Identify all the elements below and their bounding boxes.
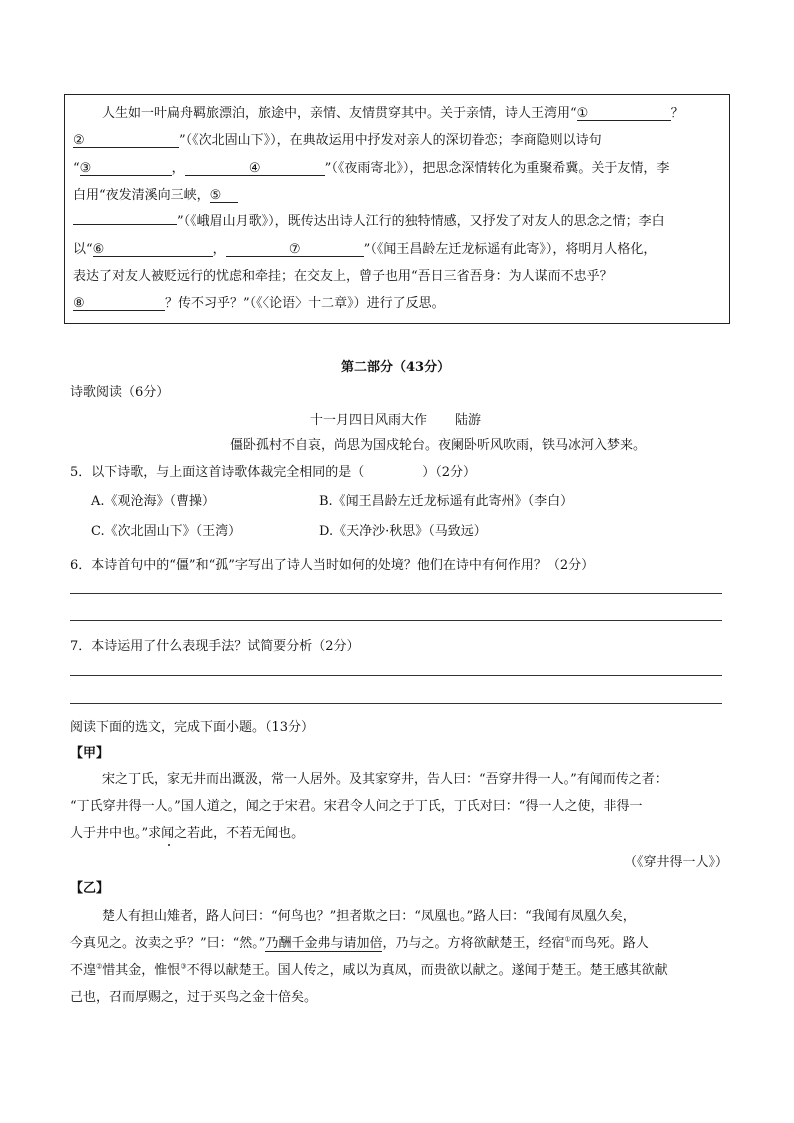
box-line-6: 以“⑥ ， ⑦ ”（《闻王昌龄左迁龙标遥有此寄》），将明月人格化， bbox=[73, 242, 657, 257]
blank-4[interactable]: ④ bbox=[185, 161, 325, 176]
emphasis-char: 闻 bbox=[161, 822, 174, 841]
answer-line-q6-1[interactable] bbox=[70, 593, 722, 594]
q5-option-b[interactable]: B.《闻王昌龄左迁龙标遥有此寄州》（李白） bbox=[319, 494, 574, 509]
yi-line-1: 楚人有担山雉者，路人问曰：“何鸟也？”担者欺之曰：“凤凰也。”路人曰：“我闻有凤凰久矣， bbox=[102, 909, 636, 924]
question-5: 5．以下诗歌，与上面这首诗歌体裁完全相同的是（ ）（2分） bbox=[70, 465, 477, 480]
classical-intro: 阅读下面的选文，完成下面小题。（13分） bbox=[70, 720, 315, 735]
blank-1[interactable]: ① bbox=[577, 106, 671, 121]
poetry-label: 诗歌阅读（6分） bbox=[70, 385, 170, 400]
q5-option-c[interactable]: C.《次北固山下》（王湾） bbox=[91, 524, 242, 539]
blank-8[interactable]: ⑧ bbox=[73, 296, 165, 311]
box-line-1: 人生如一叶扁舟羁旅漂泊，旅途中，亲情、友情贯穿其中。关于亲情，诗人王湾用“① ？ bbox=[102, 106, 684, 121]
poem-title-line bbox=[310, 409, 481, 428]
footnote-2: ② bbox=[96, 962, 103, 971]
blank-5[interactable]: ⑤ bbox=[210, 188, 238, 203]
jia-line-2: “丁氏穿井得一人。”国人道之，闻之于宋君。宋君令人问之于丁氏，丁氏对曰：“得一人之使，非得一 bbox=[70, 799, 643, 814]
poem-author: 陆游 bbox=[455, 413, 482, 428]
box-line-4: 白用“夜发清溪向三峡，⑤ bbox=[73, 184, 238, 203]
question-7: 7．本诗运用了什么表现手法？试简要分析（2分） bbox=[70, 639, 360, 654]
blank-2[interactable]: ② bbox=[73, 133, 179, 148]
jia-line-3: 人于井中也。”求闻之若此，不若无闻也。 bbox=[70, 822, 304, 841]
blank-3[interactable]: ③ bbox=[80, 161, 172, 176]
answer-line-q6-2[interactable] bbox=[70, 620, 722, 621]
box-line-2: ② ”（《次北固山下》），在典故运用中抒发对亲人的深切眷恋；李商隐则以诗句 bbox=[73, 133, 602, 148]
footnote-1: ① bbox=[564, 935, 571, 944]
blank-6[interactable]: ⑥ bbox=[93, 242, 213, 257]
part2-heading: 第二部分（43分） bbox=[341, 360, 451, 375]
question-6: 6．本诗首句中的“僵”和“孤”字写出了诗人当时如何的处境？他们在诗中有何作用？（2分） bbox=[70, 558, 595, 573]
yi-line-3: 不遑②惜其金，惟恨③不得以献楚王。国人传之，咸以为真凤，而贵欲以献之。遂闻于楚王。楚王感其欲献 bbox=[70, 962, 668, 978]
box-line-8: ⑧ ？传不习乎？”（《〈论语〉十二章》）进行了反思。 bbox=[73, 296, 445, 311]
footnote-3: ③ bbox=[180, 962, 187, 971]
poem-text: 僵卧孤村不自哀，尚思为国戍轮台。夜阑卧听风吹雨，铁马冰河入梦来。 bbox=[230, 438, 647, 453]
box-line-5: ”（《峨眉山月歌》），既传达出诗人江行的独特情感，又抒发了对友人的思念之情；李白 bbox=[73, 210, 665, 229]
passage-yi-label: 【乙】 bbox=[70, 881, 110, 896]
q5-option-d[interactable]: D.《天净沙·秋思》（马致远） bbox=[319, 524, 487, 539]
poem-title: 十一月四日风雨大作 bbox=[310, 413, 428, 428]
box-line-3: “③ ， ④ ”（《夜雨寄北》），把思念深情转化为重聚希冀。关于友情，李 bbox=[73, 161, 670, 176]
blank-5-cont[interactable] bbox=[73, 210, 177, 225]
blank-7[interactable]: ⑦ bbox=[226, 242, 364, 257]
answer-line-q7-2[interactable] bbox=[70, 703, 722, 704]
passage-jia-label: 【甲】 bbox=[70, 746, 110, 761]
q5-option-a[interactable]: A.《观沧海》（曹操） bbox=[91, 494, 216, 509]
jia-line-1: 宋之丁氏，家无井而出溉汲，常一人居外。及其家穿井，告人曰：“吾穿井得一人。”有闻而传之者： bbox=[102, 772, 668, 787]
box-line-7: 表达了对友人被贬远行的忧虑和牵挂；在交友上，曾子也用“吾日三省吾身：为人谋而不忠乎？ bbox=[73, 269, 613, 284]
yi-line-4: 己也，召而厚赐之，过于买鸟之金十倍矣。 bbox=[70, 990, 318, 1005]
yi-line-2: 今真见之。汝卖之乎？”曰：“然。”乃酬千金弗与请加倍，乃与之。方将欲献楚王，经宿①而鸟死。路人 bbox=[70, 935, 649, 951]
underlined-sentence: 乃酬千金弗与请加倍 bbox=[265, 936, 383, 951]
jia-source: （《穿井得一人》） bbox=[623, 855, 728, 870]
answer-line-q7-1[interactable] bbox=[70, 675, 722, 676]
